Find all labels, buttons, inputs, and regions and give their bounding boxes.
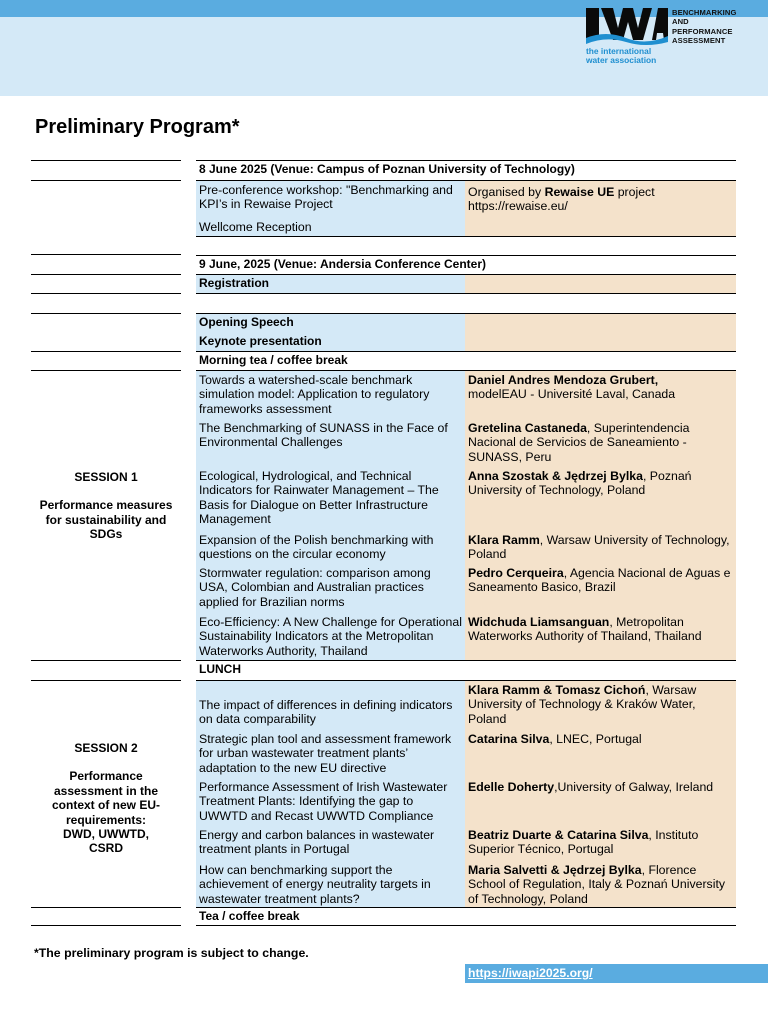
- talk-title: How can benchmarking support the achievement of energy neutrality targets in wastewater treatment plants?: [199, 863, 431, 906]
- talk-title: Towards a watershed-scale benchmark simulation model: Application to regulatory frameworks assessment: [199, 373, 430, 416]
- talk-title: Stormwater regulation: comparison among USA, Colombian and Australian practices applied for Brazilian norms: [199, 566, 431, 609]
- lunch-row: [196, 660, 736, 680]
- talk-title: Strategic plan tool and assessment framework for urban wastewater treatment plants’ adaptation to the new EU directive: [199, 732, 452, 775]
- talk-speaker: Daniel Andres Mendoza Grubert, modelEAU - Université Laval, Canada: [468, 373, 676, 402]
- registration: Registration: [196, 275, 465, 293]
- talk-title: The impact of differences in defining indicators on data comparability: [199, 698, 453, 727]
- talk-title: Expansion of the Polish benchmarking with questions on the circular economy: [199, 533, 434, 562]
- left-rule: [31, 351, 181, 371]
- talk-title: Performance Assessment of Irish Wastewater Treatment Plants: Identifying the gap to UWWTD and Recast UWWTD Compliance: [199, 780, 448, 823]
- talk-speaker: Anna Szostak & Jędrzej Bylka, Poznań University of Technology, Poland: [468, 469, 692, 498]
- talk-speaker: Gretelina Castaneda, Superintendencia Nacional de Servicios de Saneamiento - SUNASS, Peru: [468, 421, 690, 464]
- left-rule: [31, 254, 181, 274]
- opening-row: [196, 313, 736, 351]
- session1-label-block: [31, 470, 181, 542]
- footnote: *The preliminary program is subject to change.: [34, 946, 309, 960]
- iwa-logo-tagline: BENCHMARKING AND PERFORMANCE ASSESSMENT: [672, 8, 737, 45]
- talk-speaker: Klara Ramm & Tomasz Cichoń, Warsaw University of Technology & Kraków Water, Poland: [468, 683, 697, 726]
- session2-label-block: [31, 741, 181, 856]
- morning-break: Morning tea / coffee break: [199, 353, 348, 367]
- talk-title: Energy and carbon balances in wastewater treatment plants in Portugal: [199, 828, 435, 857]
- left-rule: [31, 160, 181, 180]
- workshop-title: Pre-conference workshop: "Benchmarking and KPI’s in Rewaise Project: [199, 183, 453, 212]
- talk-speaker: Pedro Cerqueira, Agencia Nacional de Aguas e Saneamento Basico, Brazil: [468, 566, 731, 595]
- session2-label: SESSION 2: [74, 741, 138, 755]
- tea-break-row: [196, 907, 736, 926]
- talk-speaker: Klara Ramm, Warsaw University of Technology, Poland: [468, 533, 730, 562]
- morning-break-row: [196, 351, 736, 370]
- left-rule: [31, 313, 181, 351]
- talk-title: The Benchmarking of SUNASS in the Face of Environmental Challenges: [199, 421, 448, 450]
- left-rule: [31, 274, 181, 294]
- session2-table: [196, 680, 736, 907]
- session2-subtitle: Performance assessment in the context of new EU-requirements: DWD, UWWTD, CSRD: [51, 769, 160, 856]
- organiser-note: Organised by Rewaise UE project https://rewaise.eu/: [468, 185, 655, 214]
- talk-title: Ecological, Hydrological, and Technical Indicators for Rainwater Management – The Basis for Dialogue on Better Infrastructure Management: [199, 469, 439, 526]
- day1-heading: 8 June 2025 (Venue: Campus of Poznan University of Technology): [199, 162, 575, 176]
- lunch: LUNCH: [199, 662, 241, 676]
- talk-speaker: Beatriz Duarte & Catarina Silva, Instituto Superior Técnico, Portugal: [468, 828, 699, 857]
- talk-speaker: Edelle Doherty,University of Galway, Ireland: [468, 780, 714, 794]
- talk-speaker: Catarina Silva, LNEC, Portugal: [468, 732, 642, 746]
- rewaise-link[interactable]: https://rewaise.eu/: [468, 199, 568, 214]
- iwa-logo-subtitle: the international water association: [586, 46, 657, 66]
- day1-workshop-row: [196, 180, 736, 237]
- session1-table: [196, 370, 736, 660]
- registration-row: [196, 274, 736, 294]
- opening-speech: Opening Speech: [199, 315, 294, 329]
- page-title: Preliminary Program*: [35, 116, 240, 138]
- day2-heading-row: [196, 255, 736, 274]
- day1-heading-row: [196, 160, 736, 180]
- left-rule: [31, 907, 181, 926]
- tea-break: Tea / coffee break: [199, 909, 300, 923]
- talk-title: Eco-Efficiency: A New Challenge for Operational Sustainability Indicators at the Metropolitan Waterworks Authority, Thailand: [199, 615, 462, 658]
- footer-url-link[interactable]: https://iwapi2025.org/: [468, 966, 593, 980]
- talk-speaker: Maria Salvetti & Jędrzej Bylka, Florence School of Regulation, Italy & Poznań University of Technology, Poland: [468, 863, 726, 906]
- day2-heading: 9 June, 2025 (Venue: Andersia Conference Center): [199, 257, 486, 271]
- talk-speaker: Widchuda Liamsanguan, Metropolitan Waterworks Authority of Thailand, Thailand: [468, 615, 702, 644]
- welcome-reception: Wellcome Reception: [199, 220, 312, 234]
- iwa-logo-mark: [586, 8, 668, 46]
- session1-subtitle: Performance measures for sustainability and SDGs: [39, 498, 173, 542]
- left-rule: [31, 180, 181, 236]
- footer-url-bar: [465, 964, 768, 983]
- iwa-logo: [586, 8, 756, 78]
- keynote: Keynote presentation: [199, 334, 322, 348]
- left-rule: [31, 660, 181, 680]
- session1-label: SESSION 1: [74, 470, 138, 484]
